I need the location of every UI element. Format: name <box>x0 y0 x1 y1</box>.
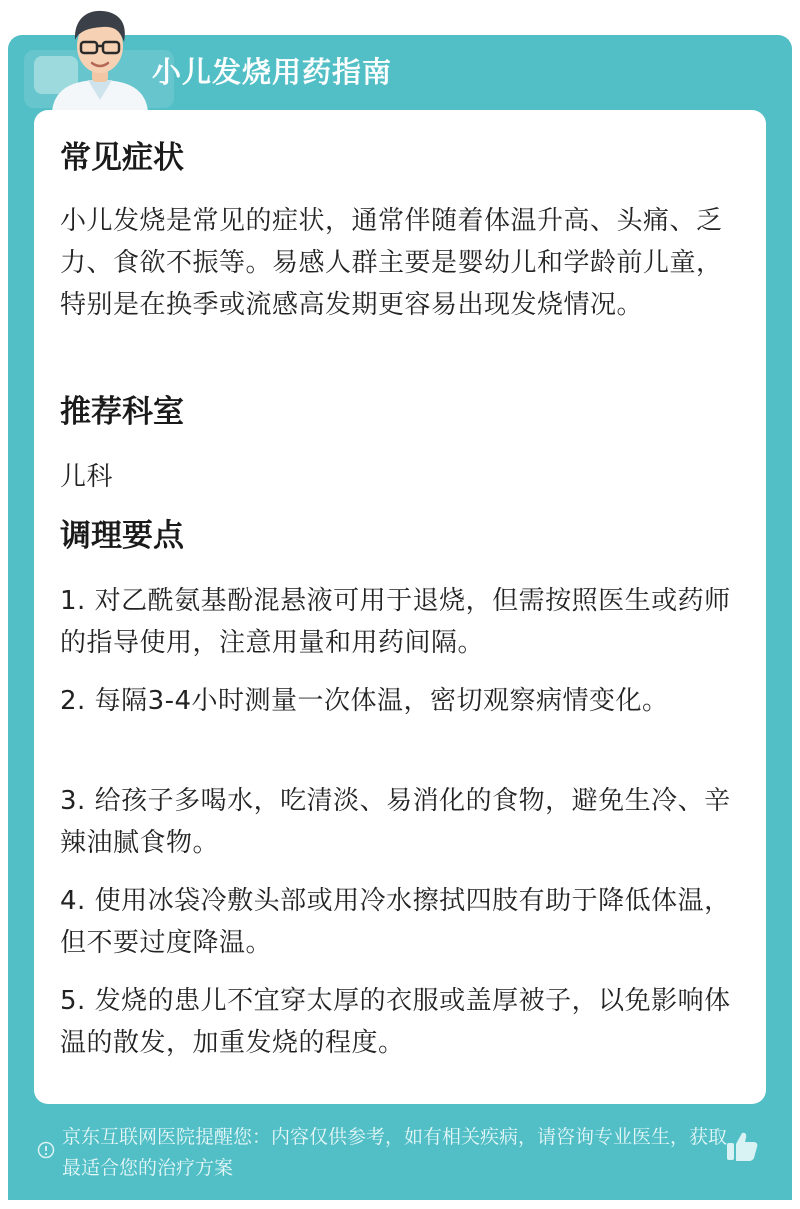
page-title: 小儿发烧用药指南 <box>152 55 393 89</box>
info-icon <box>37 1141 55 1159</box>
department-text: 儿科 <box>60 462 114 492</box>
care-item: 5. 发烧的患儿不宜穿太厚的衣服或盖厚被子，以免影响体温的散发，加重发烧的程度。 <box>60 986 731 1058</box>
department-title: 推荐科室 <box>60 394 184 430</box>
care-item: 3. 给孩子多喝水，吃清淡、易消化的食物，避免生冷、辛辣油腻食物。 <box>60 786 731 858</box>
doctor-avatar <box>44 0 156 112</box>
thumbs-up-icon[interactable] <box>724 1128 760 1164</box>
care-item: 4. 使用冰袋冷敷头部或用冷水擦拭四肢有助于降低体温，但不要过度降温。 <box>60 886 731 958</box>
symptoms-text: 小儿发烧是常见的症状，通常伴随着体温升高、头痛、乏力、食欲不振等。易感人群主要是婴幼儿和学龄前儿童，特别是在换季或流感高发期更容易出现发烧情况。 <box>60 206 723 320</box>
symptoms-title: 常见症状 <box>60 140 184 176</box>
care-item: 2. 每隔3-4小时测量一次体温，密切观察病情变化。 <box>60 686 669 716</box>
care-item: 1. 对乙酰氨基酚混悬液可用于退烧，但需按照医生或药师的指导使用，注意用量和用药间隔。 <box>60 586 731 658</box>
footer-disclaimer: 京东互联网医院提醒您：内容仅供参考，如有相关疾病，请咨询专业医生，获取最适合您的治疗方案 <box>62 1126 728 1179</box>
care-title: 调理要点 <box>60 518 184 554</box>
